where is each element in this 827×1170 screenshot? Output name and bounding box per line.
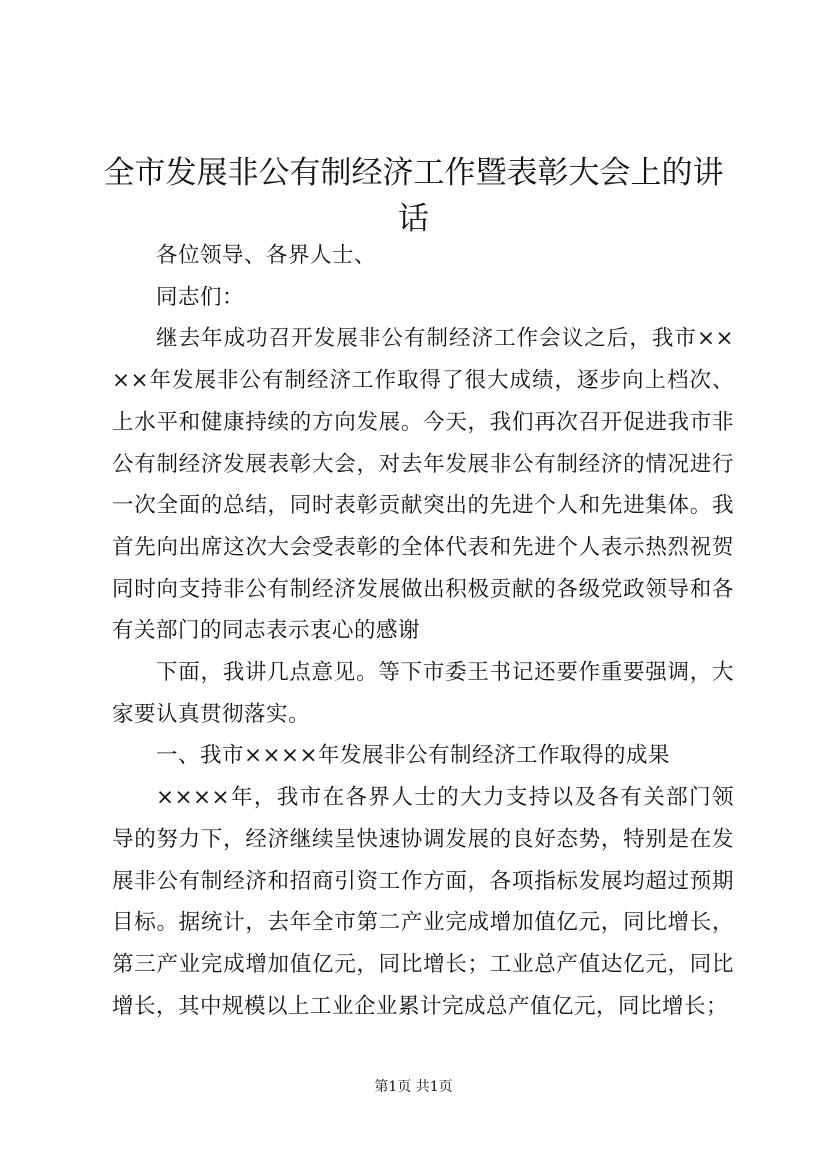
section-heading-one: 一、我市××××年发展非公有制经济工作取得的成果	[156, 743, 671, 769]
paragraph-outline: 下面，我讲几点意见。等下市委王书记还要作重要强调，大家要认真贯彻落实。	[112, 660, 734, 727]
salutation-leaders: 各位领导、各界人士、	[156, 243, 377, 268]
document-title: 全市发展非公有制经济工作暨表彰大会上的讲话	[103, 155, 724, 237]
paragraph-achievements: ××××年，我市在各界人士的大力支持以及各有关部门领导的努力下，经济继续呈快速协调发展的良好态势，特别是在发展非公有制经济和招商引资工作方面，各项指标发展均超过预期目标。据统计，去年全市第二产业完成增加值亿元，同比增长，第三产业完成增加值亿元，同比增长；工业总产值达亿元，同比增长，其中规模以上工业企业累计完成总产值亿元，同比增长；	[112, 785, 734, 1019]
document-body	[112, 235, 734, 1027]
salutation-comrades: 同志们：	[156, 284, 245, 310]
page-footer: 第1页 共1页	[374, 1079, 453, 1095]
paragraph-opening: 继去年成功召开发展非公有制经济工作会议之后，我市××××年发展非公有制经济工作取得了很大成绩，逐步向上档次、上水平和健康持续的方向发展。今天，我们再次召开促进我市非公有制经济发展表彰大会，对去年发展非公有制经济的情况进行一次全面的总结，同时表彰贡献突出的先进个人和先进集体。我首先向出席这次大会受表彰的全体代表和先进个人表示热烈祝贺同时向支持非公有制经济发展做出积极贡献的各级党政领导和各有关部门的同志表示衷心的感谢	[112, 326, 734, 644]
